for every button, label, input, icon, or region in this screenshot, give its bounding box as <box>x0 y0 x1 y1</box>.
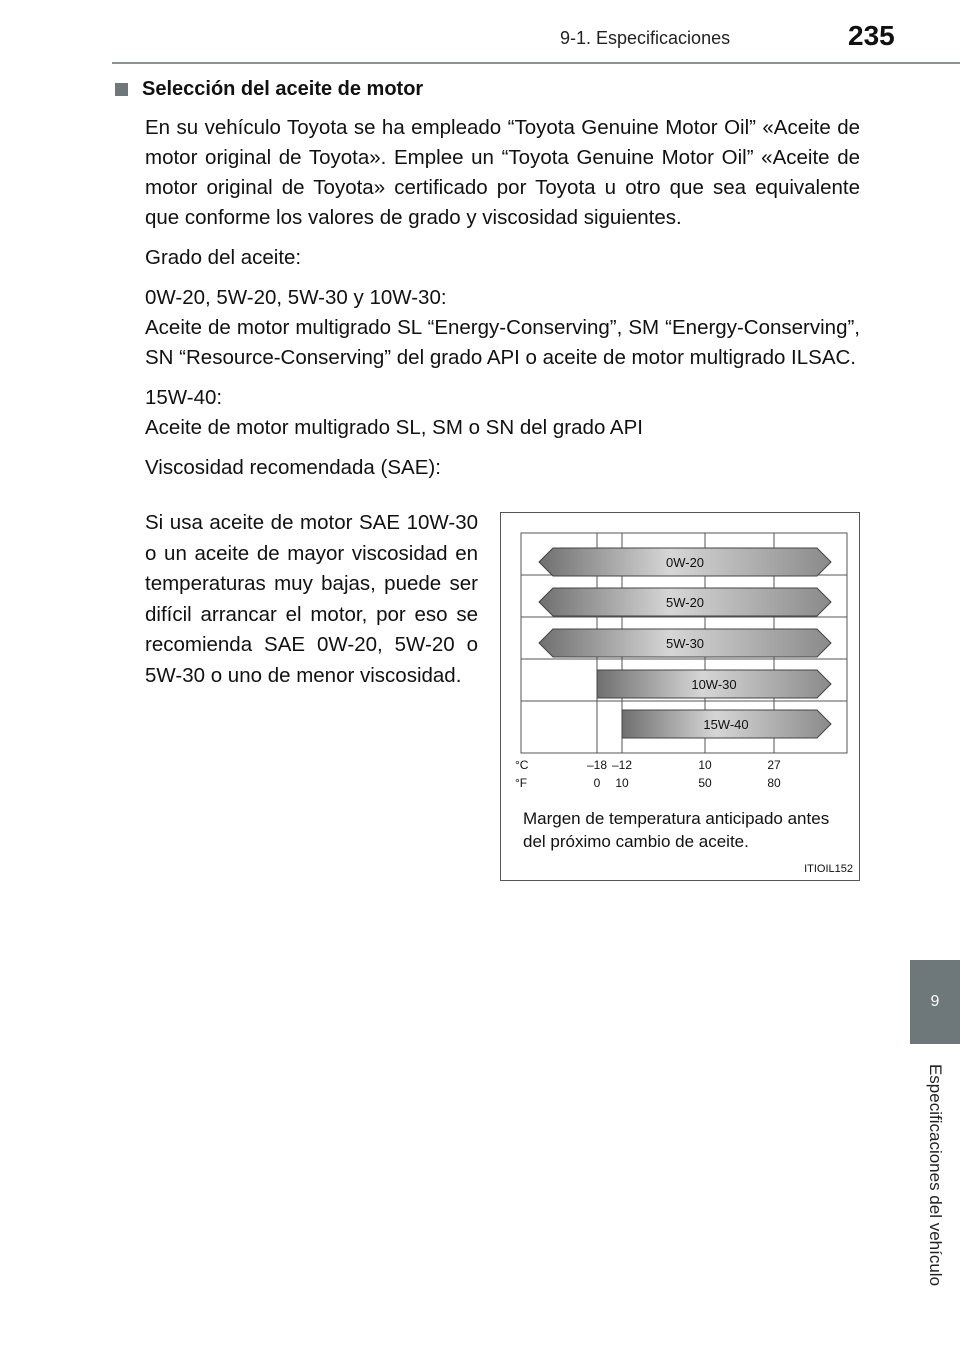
bar-5w-20 <box>539 588 831 616</box>
figure-code: ITIOIL152 <box>804 863 853 875</box>
bar-10w-30 <box>597 670 831 698</box>
main-content <box>115 78 860 493</box>
paragraph-intro: En su vehículo Toyota se ha empleado “Toyota Genuine Motor Oil” «Aceite de motor original de Toyota». Emplee un “Toyota Genuine Motor Oil” «Aceite de motor original de Toyota» certificado por Toyota u otro que sea equivalente que conforme los valores de grado y viscosidad siguientes. <box>145 116 860 229</box>
tick-c-minus18: –18 <box>586 758 608 772</box>
paragraph-grade-desc-1: Aceite de motor multigrado SL “Energy-Conserving”, SM “Energy-Conserving”, SN “Resource-Conserving” del grado API o aceite de motor multigrado ILSAC. <box>145 316 860 369</box>
chapter-tab-number: 9 <box>910 960 960 1044</box>
bar-label-15w-40: 15W-40 <box>703 717 749 732</box>
header-rule <box>112 62 960 64</box>
bar-label-10w-30: 10W-30 <box>691 677 737 692</box>
tick-f-80: 80 <box>767 776 781 790</box>
viscosity-note: Si usa aceite de motor SAE 10W-30 o un aceite de mayor viscosidad en temperaturas muy bajas, puede ser difícil arrancar el motor, por eso se recomienda SAE 0W-20, 5W-20 o 5W-30 o uno de menor viscosidad. <box>145 511 478 687</box>
bar-5w-30 <box>539 629 831 657</box>
header-section-title: 9-1. Especificaciones <box>560 28 731 48</box>
unit-fahrenheit: °F <box>515 776 528 790</box>
bar-0w-20 <box>539 548 831 576</box>
chapter-tab-label-text: Especificaciones del vehículo <box>926 1063 946 1286</box>
section-heading <box>115 78 860 101</box>
bar-15w-40 <box>622 710 831 738</box>
tick-f-0: 0 <box>593 776 601 790</box>
bar-label-5w-20: 5W-20 <box>665 595 705 610</box>
viscosity-chart <box>500 512 860 881</box>
paragraph-viscosity: Viscosidad recomendada (SAE): <box>145 456 441 479</box>
section-heading-text: Selección del aceite de motor <box>142 78 424 100</box>
square-bullet-icon <box>115 83 128 96</box>
bar-label-5w-30: 5W-30 <box>665 636 705 651</box>
chapter-tab-label <box>910 1052 960 1297</box>
bar-label-0w-20: 0W-20 <box>665 555 705 570</box>
paragraph-grade-list-1: 0W-20, 5W-20, 5W-30 y 10W-30: <box>145 286 447 309</box>
tick-f-50: 50 <box>698 776 712 790</box>
figure-caption: Margen de temperatura anticipado antes del próximo cambio de aceite. <box>523 809 830 851</box>
unit-celsius: °C <box>515 758 529 772</box>
tick-c-27: 27 <box>767 758 781 772</box>
paragraph-grade-list-2: 15W-40: <box>145 386 223 409</box>
tick-f-10: 10 <box>615 776 629 790</box>
paragraph-grade-desc-2: Aceite de motor multigrado SL, SM o SN del grado API <box>145 416 643 439</box>
paragraph-oil-grade: Grado del aceite: <box>145 246 302 269</box>
page-number: 235 <box>848 20 895 51</box>
tick-c-10: 10 <box>698 758 712 772</box>
tick-c-minus12: –12 <box>611 758 633 772</box>
